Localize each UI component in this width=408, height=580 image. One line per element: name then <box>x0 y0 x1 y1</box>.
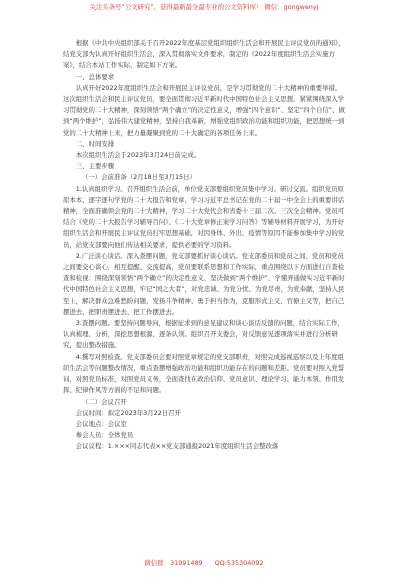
schedule-paragraph: 本次组织生活会于2023年3月24日前完成。 <box>75 151 201 160</box>
step-study-paragraph: 1.认真组织学习。召开组织生活会前，单位党支部要组织党员集中学习、研讨交流。组织党员原原本本、逐字逐句学党的二十大报告和党章，学习习近平总书记在党的二十届一中全会上的重要讲话精神，全面准确领会党的二十大精神，学习二十大党代会和省委十三届二次、三次全会精神。党员可结合《党的二十大报告学习辅导百问》、《二十大党章修正案学习问答》等辅导材料开展学习，为开好组织生活会和开展民主评议党员打牢思想基础，对因身体、外出、疫情等原因不能参加集中学习的党员，站党支部要向他们传达相关要求，提供必要的学习资料。 <box>63 184 345 249</box>
qq-number-text: QQ:535304092 <box>214 559 264 567</box>
intro-paragraph: 根据《中共中央组织部关于召开2022年度基层党组织组织生活会和开展民主评议党员的通知》，结党支部为认真开好组织生活会，深入贯彻落实文件要求，制定的《2022年度组织生活会实施方案》，结合本站工作实际，制定如下方案。 <box>63 39 345 70</box>
contact-footer <box>0 559 408 568</box>
step-problems-paragraph: 3.查摆问题。要坚持问题导向，根据征求到的意见建议和谈心谈话反馈的问题，结合实际工作，认真梳理、分析，深挖思想根源，逐条认领。组织召开支委会，对反馈意见逐项落实并进行分析研究，提出整改措施。 <box>63 319 344 350</box>
meeting-place: 会议地点：会议室 <box>75 419 127 428</box>
section-heading-requirements: 一、总体要求 <box>75 72 115 81</box>
wechat-group-text: 微信群：31991489 <box>144 559 203 567</box>
meeting-attendees: 参会人员：全体党员 <box>75 431 134 440</box>
step-talk-paragraph: 2.广泛谈心谈话。深入查摆问题，党支部要抓好谈心谈话。党支部委员和党员之间、党员和党员之间要交心谈心，相互提醒、交流提高，党员要联系思想和工作实际，重点围绕以下方面进行自查检查和检视：围绕深刻领悟“两个确立”的决定性意义，坚决做到“两个维护”，学懂弄通做实习近平新时代中国特色社会主义思想，牢记“国之大者”，对党忠诚、为党分忧、为党尽责、为党奉献，坚持人民至上，解决群众急难愁盼问题，发扬斗争精神、勇于担当作为，克服形式主义、官僚主义等，把自己摆进去、把职责摆进去、把工作摆进去。 <box>63 251 345 316</box>
document-body <box>63 38 345 453</box>
step-review-paragraph: 4.撰写对照检查。党支部委员会要对照党章规定的党支部职责，对照完成巡视巡察以及上年度组织生活会等问题整改情况，重点查摆增强政治功能和组织功能存在的问题和差距。党员要对照入党誓词，对照党员标准，对照党员义务，全面查找在政治信仰、党员意识、理论学习、能力本领、作用发挥、纪律作风等方面的不足和问题。 <box>63 352 345 395</box>
promo-banner: 关注头条号“公文研究”，获得最新最全最专业的公文资料库！ 微信：gongwenyj <box>89 3 319 11</box>
meeting-agenda: 会议议程：1.×××同志代表××党支部通报2021年度组织生活会整改落 <box>75 442 279 451</box>
subsection-heading-preparation: （一）会前准备（2月18日至3月15日） <box>82 173 196 182</box>
subsection-heading-meeting: （二）会议召开 <box>82 397 127 406</box>
section-heading-schedule: 二、时间安排 <box>75 139 115 148</box>
requirements-paragraph: 认真开好2022年度组织生活会和开展民主评议党员，是学习贯彻党的二十大精神的重要举措。这次组织生活会和民主评议党员，要全面贯彻习近平新时代中国特色社会主义思想，紧紧围绕深入学习贯彻党的二十大精神，深刻领悟“两个确立”的决定性意义，增强“四个意识”、坚定“四个自信”、做到“两个维护”，弘扬伟大建党精神，坚持自我革新，增强党组织政治功能和组织功能，把思想统一到党的二十大精神上来，把力量凝聚到党的二十大确定的各项任务上来。 <box>63 83 345 137</box>
meeting-time: 会议时间：拟定2023年3月22日召开 <box>75 408 181 417</box>
section-heading-steps: 三、主要步骤 <box>75 162 115 171</box>
